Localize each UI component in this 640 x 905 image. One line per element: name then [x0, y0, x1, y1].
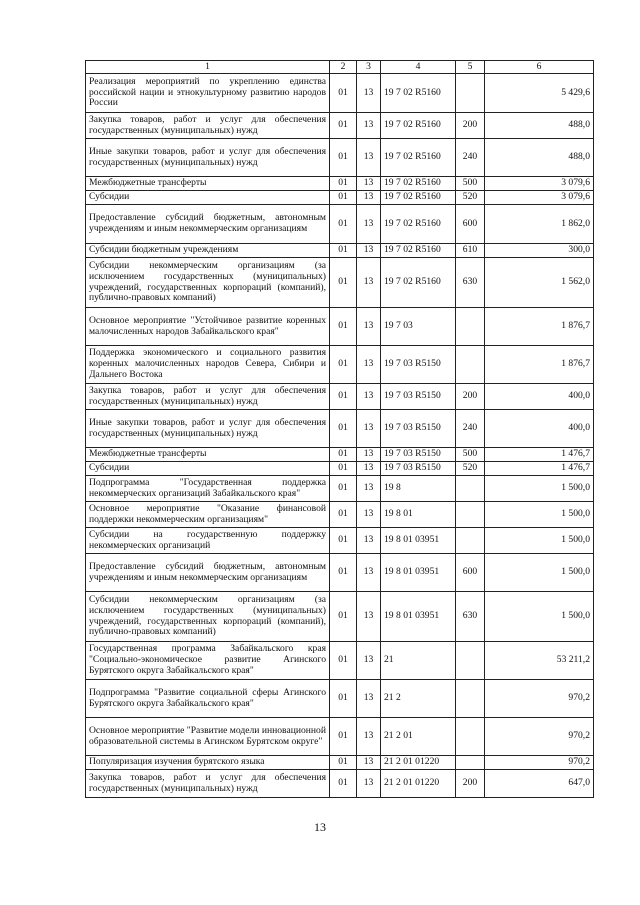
table-row — [86, 680, 594, 718]
subsection-cell: 13 — [357, 554, 381, 592]
target-article-cell: 19 8 01 — [381, 502, 456, 528]
amount-cell: 1 500,0 — [485, 476, 594, 502]
expense-type-cell — [456, 74, 485, 113]
expense-type-cell: 600 — [456, 554, 485, 592]
row-name-cell: Предоставление субсидий бюджетным, автономным учреждениям и иным некоммерческим организациям — [86, 554, 330, 592]
section-cell: 01 — [330, 346, 357, 384]
amount-cell: 400,0 — [485, 384, 594, 410]
subsection-cell: 13 — [357, 462, 381, 476]
section-cell: 01 — [330, 308, 357, 346]
expense-type-cell: 500 — [456, 177, 485, 191]
row-name-cell: Популяризация изучения бурятского языка — [86, 756, 330, 770]
section-cell: 01 — [330, 139, 357, 177]
amount-cell: 300,0 — [485, 244, 594, 258]
target-article-cell: 19 7 03 R5150 — [381, 384, 456, 410]
expense-type-cell — [456, 502, 485, 528]
target-article-cell: 21 2 01 01220 — [381, 770, 456, 798]
table-row — [86, 528, 594, 554]
table-body — [86, 74, 594, 798]
row-name-cell: Субсидии некоммерческим организациям (за исключением государственных (муниципальных) учреждений, государственных корпораций (компаний), публично-правовых компаний) — [86, 258, 330, 308]
target-article-cell: 19 8 01 03951 — [381, 554, 456, 592]
section-cell: 01 — [330, 770, 357, 798]
amount-cell: 53 211,2 — [485, 642, 594, 680]
section-cell: 01 — [330, 554, 357, 592]
subsection-cell: 13 — [357, 191, 381, 205]
subsection-cell: 13 — [357, 113, 381, 139]
row-name-cell: Субсидии некоммерческим организациям (за исключением государственных (муниципальных) учреждений, государственных корпораций (компаний), публично-правовых компаний) — [86, 592, 330, 642]
column-header: 5 — [456, 61, 485, 74]
amount-cell: 970,2 — [485, 680, 594, 718]
target-article-cell: 19 8 01 03951 — [381, 592, 456, 642]
table-row — [86, 476, 594, 502]
target-article-cell: 19 7 02 R5160 — [381, 244, 456, 258]
expense-type-cell: 240 — [456, 139, 485, 177]
row-name-cell: Закупка товаров, работ и услуг для обеспечения государственных (муниципальных) нужд — [86, 770, 330, 798]
section-cell: 01 — [330, 384, 357, 410]
subsection-cell: 13 — [357, 139, 381, 177]
table-row — [86, 756, 594, 770]
expense-type-cell: 500 — [456, 448, 485, 462]
table-row — [86, 177, 594, 191]
expense-type-cell — [456, 346, 485, 384]
table-row — [86, 642, 594, 680]
target-article-cell: 19 7 03 R5150 — [381, 462, 456, 476]
column-header: 1 — [86, 61, 330, 74]
row-name-cell: Предоставление субсидий бюджетным, автономным учреждениям и иным некоммерческим организациям — [86, 205, 330, 244]
target-article-cell: 19 7 03 — [381, 308, 456, 346]
target-article-cell: 21 — [381, 642, 456, 680]
expense-type-cell: 520 — [456, 462, 485, 476]
target-article-cell: 21 2 01 — [381, 718, 456, 756]
target-article-cell: 19 7 02 R5160 — [381, 113, 456, 139]
page-number: 13 — [314, 820, 326, 834]
amount-cell: 400,0 — [485, 410, 594, 448]
table-row — [86, 502, 594, 528]
expense-type-cell: 520 — [456, 191, 485, 205]
row-name-cell: Государственная программа Забайкальского края "Социально-экономическое развитие Агинского Бурятского округа Забайкальского края" — [86, 642, 330, 680]
section-cell: 01 — [330, 205, 357, 244]
expense-type-cell: 200 — [456, 770, 485, 798]
subsection-cell: 13 — [357, 258, 381, 308]
amount-cell: 1 862,0 — [485, 205, 594, 244]
section-cell: 01 — [330, 642, 357, 680]
row-name-cell: Поддержка экономического и социального развития коренных малочисленных народов Севера, Сибири и Дальнего Востока — [86, 346, 330, 384]
column-header: 3 — [357, 61, 381, 74]
row-name-cell: Основное мероприятие "Устойчивое развитие коренных малочисленных народов Забайкальского края" — [86, 308, 330, 346]
subsection-cell: 13 — [357, 718, 381, 756]
target-article-cell: 19 8 — [381, 476, 456, 502]
expense-type-cell — [456, 718, 485, 756]
subsection-cell: 13 — [357, 448, 381, 462]
subsection-cell: 13 — [357, 756, 381, 770]
section-cell: 01 — [330, 718, 357, 756]
table-row — [86, 718, 594, 756]
subsection-cell: 13 — [357, 177, 381, 191]
target-article-cell: 19 7 03 R5150 — [381, 448, 456, 462]
amount-cell: 1 500,0 — [485, 528, 594, 554]
expense-type-cell — [456, 680, 485, 718]
section-cell: 01 — [330, 113, 357, 139]
row-name-cell: Закупка товаров, работ и услуг для обеспечения государственных (муниципальных) нужд — [86, 113, 330, 139]
expense-type-cell — [456, 756, 485, 770]
section-cell: 01 — [330, 462, 357, 476]
section-cell: 01 — [330, 74, 357, 113]
row-name-cell: Подпрограмма "Развитие социальной сферы Агинского Бурятского округа Забайкальского края" — [86, 680, 330, 718]
amount-cell: 1 876,7 — [485, 346, 594, 384]
amount-cell: 647,0 — [485, 770, 594, 798]
amount-cell: 1 500,0 — [485, 554, 594, 592]
target-article-cell: 19 7 02 R5160 — [381, 177, 456, 191]
table-row — [86, 139, 594, 177]
target-article-cell: 19 7 03 R5150 — [381, 346, 456, 384]
expense-type-cell: 200 — [456, 113, 485, 139]
subsection-cell: 13 — [357, 502, 381, 528]
subsection-cell: 13 — [357, 244, 381, 258]
row-name-cell: Субсидии — [86, 191, 330, 205]
expense-type-cell: 600 — [456, 205, 485, 244]
row-name-cell: Основное мероприятие "Оказание финансовой поддержки некоммерческим организациям" — [86, 502, 330, 528]
amount-cell: 3 079,6 — [485, 177, 594, 191]
amount-cell: 970,2 — [485, 718, 594, 756]
table-row — [86, 554, 594, 592]
row-name-cell: Закупка товаров, работ и услуг для обеспечения государственных (муниципальных) нужд — [86, 384, 330, 410]
target-article-cell: 21 2 01 01220 — [381, 756, 456, 770]
row-name-cell: Межбюджетные трансферты — [86, 177, 330, 191]
section-cell: 01 — [330, 177, 357, 191]
section-cell: 01 — [330, 502, 357, 528]
target-article-cell: 19 7 02 R5160 — [381, 205, 456, 244]
table-row — [86, 258, 594, 308]
row-name-cell: Субсидии бюджетным учреждениям — [86, 244, 330, 258]
expense-type-cell: 630 — [456, 592, 485, 642]
column-header: 2 — [330, 61, 357, 74]
table-row — [86, 384, 594, 410]
amount-cell: 1 562,0 — [485, 258, 594, 308]
target-article-cell: 19 7 02 R5160 — [381, 74, 456, 113]
expense-type-cell: 630 — [456, 258, 485, 308]
subsection-cell: 13 — [357, 770, 381, 798]
table-row — [86, 74, 594, 113]
target-article-cell: 19 7 02 R5160 — [381, 191, 456, 205]
column-header: 6 — [485, 61, 594, 74]
section-cell: 01 — [330, 410, 357, 448]
subsection-cell: 13 — [357, 308, 381, 346]
section-cell: 01 — [330, 592, 357, 642]
target-article-cell: 19 7 02 R5160 — [381, 258, 456, 308]
section-cell: 01 — [330, 756, 357, 770]
subsection-cell: 13 — [357, 346, 381, 384]
table-header-row — [86, 61, 594, 74]
table-row — [86, 410, 594, 448]
section-cell: 01 — [330, 476, 357, 502]
target-article-cell: 19 7 02 R5160 — [381, 139, 456, 177]
amount-cell: 5 429,6 — [485, 74, 594, 113]
subsection-cell: 13 — [357, 642, 381, 680]
subsection-cell: 13 — [357, 476, 381, 502]
budget-table — [85, 60, 594, 798]
row-name-cell: Субсидии — [86, 462, 330, 476]
amount-cell: 1 476,7 — [485, 448, 594, 462]
subsection-cell: 13 — [357, 205, 381, 244]
table-row — [86, 592, 594, 642]
expense-type-cell — [456, 528, 485, 554]
amount-cell: 1 876,7 — [485, 308, 594, 346]
row-name-cell: Иные закупки товаров, работ и услуг для обеспечения государственных (муниципальных) нужд — [86, 139, 330, 177]
section-cell: 01 — [330, 191, 357, 205]
table-row — [86, 448, 594, 462]
row-name-cell: Иные закупки товаров, работ и услуг для обеспечения государственных (муниципальных) нужд — [86, 410, 330, 448]
expense-type-cell: 240 — [456, 410, 485, 448]
subsection-cell: 13 — [357, 410, 381, 448]
expense-type-cell — [456, 308, 485, 346]
column-header: 4 — [381, 61, 456, 74]
amount-cell: 970,2 — [485, 756, 594, 770]
section-cell: 01 — [330, 528, 357, 554]
subsection-cell: 13 — [357, 680, 381, 718]
row-name-cell: Основное мероприятие "Развитие модели инновационной образовательной системы в Агинском Бурятском округе" — [86, 718, 330, 756]
table-row — [86, 462, 594, 476]
table-row — [86, 113, 594, 139]
section-cell: 01 — [330, 258, 357, 308]
table-row — [86, 346, 594, 384]
amount-cell: 488,0 — [485, 113, 594, 139]
section-cell: 01 — [330, 680, 357, 718]
expense-type-cell — [456, 642, 485, 680]
row-name-cell: Подпрограмма "Государственная поддержка некоммерческих организаций Забайкальского края" — [86, 476, 330, 502]
expense-type-cell: 200 — [456, 384, 485, 410]
row-name-cell: Реализация мероприятий по укреплению единства российской нации и этнокультурному развитию народов России — [86, 74, 330, 113]
amount-cell: 488,0 — [485, 139, 594, 177]
row-name-cell: Межбюджетные трансферты — [86, 448, 330, 462]
amount-cell: 1 500,0 — [485, 502, 594, 528]
target-article-cell: 19 8 01 03951 — [381, 528, 456, 554]
section-cell: 01 — [330, 448, 357, 462]
section-cell: 01 — [330, 244, 357, 258]
subsection-cell: 13 — [357, 592, 381, 642]
table-row — [86, 308, 594, 346]
amount-cell: 1 500,0 — [485, 592, 594, 642]
subsection-cell: 13 — [357, 74, 381, 113]
subsection-cell: 13 — [357, 528, 381, 554]
target-article-cell: 19 7 03 R5150 — [381, 410, 456, 448]
table-row — [86, 191, 594, 205]
table-row — [86, 770, 594, 798]
table-row — [86, 244, 594, 258]
target-article-cell: 21 2 — [381, 680, 456, 718]
row-name-cell: Субсидии на государственную поддержку некоммерческих организаций — [86, 528, 330, 554]
amount-cell: 3 079,6 — [485, 191, 594, 205]
table-row — [86, 205, 594, 244]
expense-type-cell: 610 — [456, 244, 485, 258]
expense-type-cell — [456, 476, 485, 502]
amount-cell: 1 476,7 — [485, 462, 594, 476]
subsection-cell: 13 — [357, 384, 381, 410]
